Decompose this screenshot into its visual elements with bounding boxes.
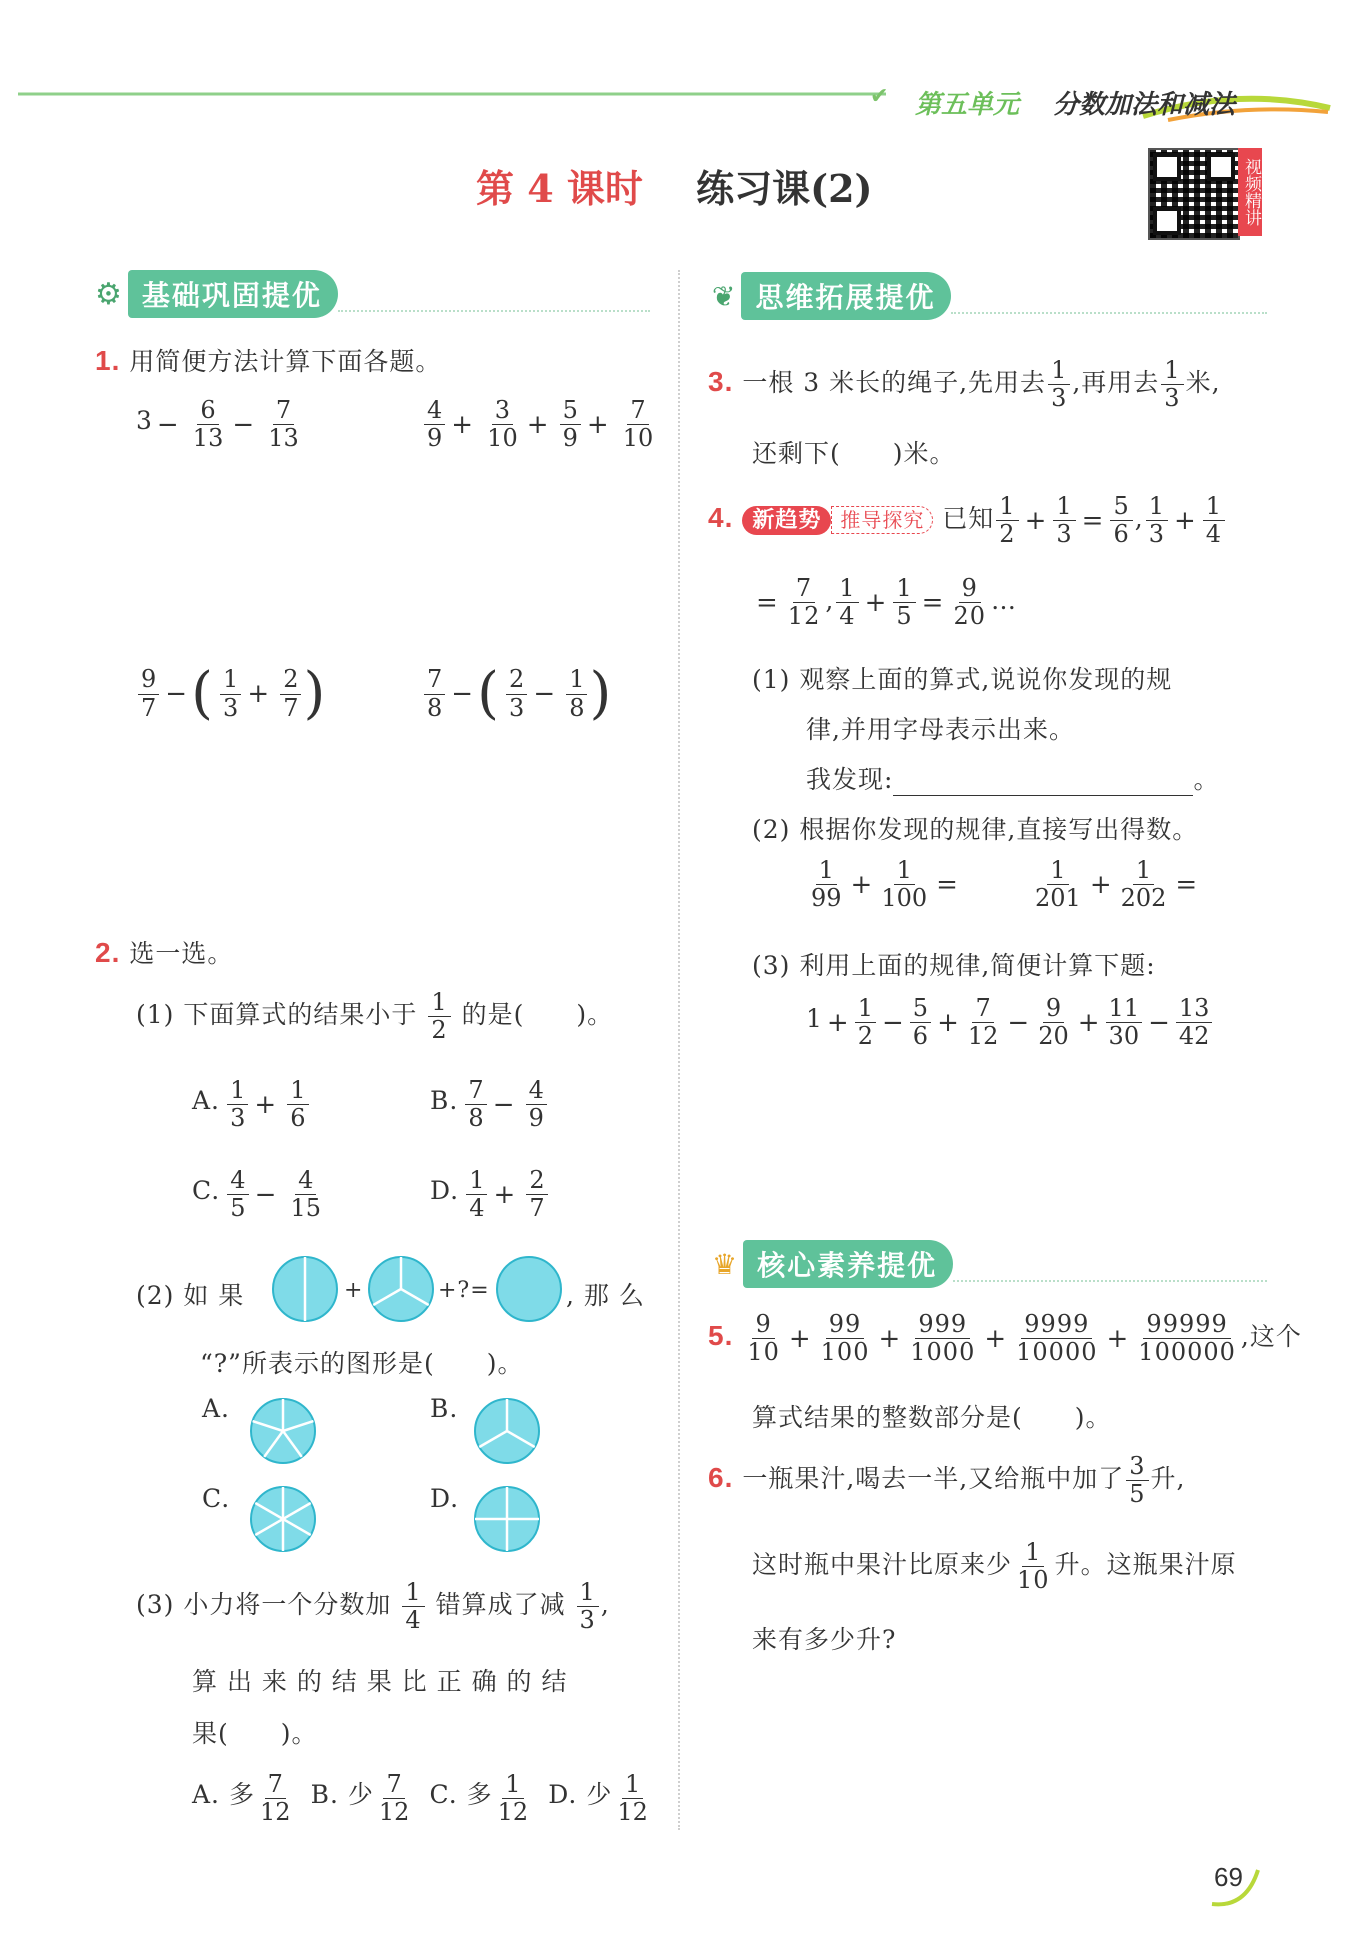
sprout-icon: ❦ xyxy=(712,279,736,313)
q2-p1-option-c[interactable]: C. $\frac{4}{5}$ − $\frac{4}{15}$ xyxy=(192,1166,321,1223)
section-thinking-title: 思维拓展提优 xyxy=(741,272,951,320)
option-a-circle[interactable] xyxy=(248,1396,318,1466)
page-number: 69 xyxy=(1214,1862,1243,1892)
q3-number: 3. xyxy=(708,366,734,398)
q4-sum-1: $\frac{1}{99}$ + $\frac{1}{100}$ = xyxy=(811,856,958,913)
qr-code[interactable] xyxy=(1148,148,1240,240)
q2-p1-option-d[interactable]: D. $\frac{1}{4}$ + $\frac{2}{7}$ xyxy=(430,1168,550,1221)
column-divider xyxy=(678,270,680,1830)
q2-p1-option-b[interactable]: B. $\frac{7}{8}$ − $\frac{4}{9}$ xyxy=(430,1078,549,1131)
q2-p3-option-d[interactable]: D. 少 $\frac{1}{12}$ xyxy=(548,1770,648,1827)
q2-part3-line3: 果( )。 xyxy=(192,1719,318,1748)
page-number-swoosh xyxy=(1206,1860,1266,1910)
q2-p2-label-c[interactable]: C. xyxy=(202,1484,231,1513)
q2-part2-tail: , 那 么 xyxy=(566,1281,645,1310)
q2-part3-line2: 算 出 来 的 结 果 比 正 确 的 结 xyxy=(192,1667,568,1696)
section-core-title: 核心素养提优 xyxy=(743,1240,953,1288)
q4-part1-b: 律,并用字母表示出来。 xyxy=(806,715,1075,744)
q5-number: 5. xyxy=(708,1320,734,1352)
q4-line1: 4. 新趋势 推导探究 已知 $\frac{1}{2}$ + $\frac{1}{3}$ = $\frac{5}{6}$ , $\frac{1}{3}$ + $\frac{1}{4}$ xyxy=(708,494,1227,547)
q2-p3-option-a[interactable]: A. 多 $\frac{7}{12}$ xyxy=(192,1770,291,1827)
page-title xyxy=(476,158,873,213)
q2-part2-question: “?”所表示的图形是( )。 xyxy=(200,1349,524,1378)
q2-part2-lead: (2) 如 果 xyxy=(136,1281,245,1310)
gear-icon: ⚙ xyxy=(95,276,122,312)
q4-number: 4. xyxy=(708,502,734,534)
half-circle-figure xyxy=(270,1254,340,1324)
q6-number: 6. xyxy=(708,1462,734,1494)
trophy-icon: ♛ xyxy=(712,1247,738,1281)
q2-p2-label-d[interactable]: D. xyxy=(430,1484,460,1513)
q3-line1: 3. 一根 3 米长的绳子,先用去 $\frac{1}{3}$ ,再用去 $\frac{1}{3}$ 米, xyxy=(708,356,1221,413)
whole-circle-figure xyxy=(494,1254,564,1324)
q4-sum-2: $\frac{1}{201}$ + $\frac{1}{202}$ = xyxy=(1035,856,1198,913)
lesson-name: 练习课(2) xyxy=(696,166,873,211)
q4-part3: (3) 利用上面的规律,简便计算下题: xyxy=(752,951,1156,980)
header-leaf-icon: ✔ xyxy=(870,84,889,109)
third-circle-figure xyxy=(366,1254,436,1324)
explore-badge: 推导探究 xyxy=(831,506,933,534)
q4-part2: (2) 根据你发现的规律,直接写出得数。 xyxy=(752,815,1199,844)
section-thinking-header xyxy=(712,272,1267,320)
section-basic-title: 基础巩固提优 xyxy=(128,270,338,318)
q4-line2: = $\frac{7}{12}$ , $\frac{1}{4}$ + $\frac{1}{5}$ = $\frac{9}{20}$ … xyxy=(756,574,1017,631)
q5-line1: 5. $\frac{9}{10}$ + $\frac{99}{100}$ + $\frac{999}{1000}$ + $\frac{9999}{10000}$ + $\frac{99999}{100000}$ ,这个 xyxy=(708,1310,1302,1367)
q2-plus-1: + xyxy=(344,1278,364,1303)
q5-line2: 算式结果的整数部分是( )。 xyxy=(752,1403,1112,1432)
q2-prompt: 2. 选一选。 xyxy=(95,937,234,968)
q2-number: 2. xyxy=(95,937,121,968)
option-d-circle[interactable] xyxy=(472,1484,542,1554)
q1-expr-2: $\frac{4}{9}$ + $\frac{3}{10}$ + $\frac{5}{9}$ + $\frac{7}{10}$ xyxy=(422,398,658,451)
q4-calc: 1 + $\frac{1}{2}$ − $\frac{5}{6}$ + $\frac{7}{12}$ − $\frac{9}{20}$ + $\frac{11}{30}$ − $\frac{13}{42}$ xyxy=(806,996,1214,1049)
q6-line2: 这时瓶中果汁比原来少 $\frac{1}{10}$ 升。这瓶果汁原 xyxy=(752,1538,1237,1595)
unit-label: 第五单元 xyxy=(915,90,1020,120)
q1-number: 1. xyxy=(95,345,121,376)
option-b-circle[interactable] xyxy=(472,1396,542,1466)
q4-part1-a: (1) 观察上面的算式,说说你发现的规 xyxy=(752,665,1173,694)
q2-p2-label-a[interactable]: A. xyxy=(202,1394,231,1423)
trend-badge: 新趋势 xyxy=(742,506,831,535)
q2-part3-line1: (3) 小力将一个分数加 $\frac{1}{4}$ 错算成了减 $\frac{1}{3}$ , xyxy=(136,1578,610,1635)
q2-p3-options xyxy=(192,1772,653,1825)
chapter-label: 分数加法和减法 xyxy=(1053,90,1236,120)
q2-p3-option-b[interactable]: B. 少 $\frac{7}{12}$ xyxy=(310,1770,410,1827)
q6-line1: 6. 一瓶果汁,喝去一半,又给瓶中加了 $\frac{3}{5}$ 升, xyxy=(708,1452,1186,1509)
q1-expr-1: 3 − $\frac{6}{13}$ − $\frac{7}{13}$ xyxy=(136,396,299,453)
q2-plus-2: +?= xyxy=(438,1278,490,1303)
section-core-header xyxy=(712,1240,1267,1288)
q3-line2: 还剩下( )米。 xyxy=(752,439,956,468)
q1-expr-3: $\frac{9}{7}$ −( $\frac{1}{3}$ + $\frac{2}{7}$ ) xyxy=(136,666,325,722)
lesson-number: 第 4 课时 xyxy=(476,166,643,211)
q2-p3-option-c[interactable]: C. 多 $\frac{1}{12}$ xyxy=(429,1770,529,1827)
q1-expr-4: $\frac{7}{8}$ −( $\frac{2}{3}$ − $\frac{1}{8}$ ) xyxy=(422,666,611,722)
q6-line3: 来有多少升? xyxy=(752,1625,897,1654)
q4-found-line: 我发现: 。 xyxy=(806,765,1220,794)
option-c-circle[interactable] xyxy=(248,1484,318,1554)
q1-prompt: 1. 用简便方法计算下面各题。 xyxy=(95,345,442,376)
section-basic-header xyxy=(95,270,650,318)
q2-part1: (1) 下面算式的结果小于 $\frac{1}{2}$ 的是( )。 xyxy=(136,988,614,1045)
q2-p1-option-a[interactable]: A. $\frac{1}{3}$ + $\frac{1}{6}$ xyxy=(192,1078,311,1131)
qr-label: 视频精讲 xyxy=(1238,148,1262,236)
q2-p2-label-b[interactable]: B. xyxy=(430,1394,459,1423)
found-answer-blank[interactable] xyxy=(893,773,1193,796)
